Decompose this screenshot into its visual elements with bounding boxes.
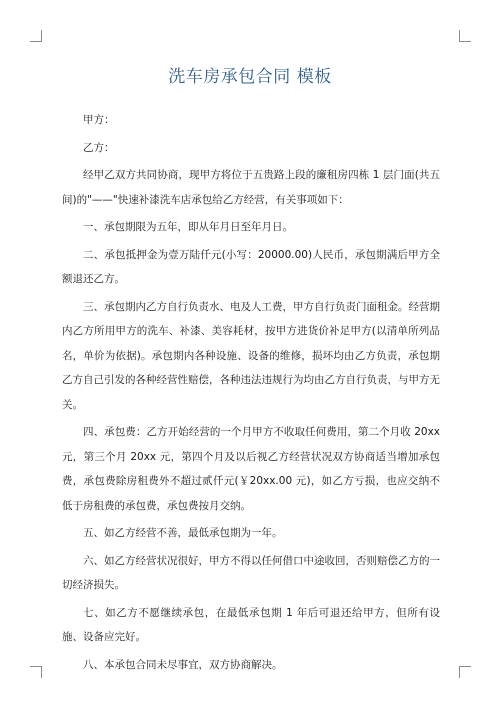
clause-3: 三、承包期内乙方自行负责水、电及人工费，甲方自行负责门面租金。经营期内乙方所用甲方的洗车、补漆、美容耗材，按甲方进货价补足甲方(以清单所列品名，单价为依据)。承包期内各种设施、设备的维修，损坏均由乙方负责，承包期乙方自己引发的各种经营性赔偿，各种违法违规行为均由乙方自行负责，与甲方无关。 <box>62 300 440 411</box>
document-body <box>62 108 440 680</box>
intro-paragraph: 经甲乙双方共同协商，现甲方将位于五贵路上段的廉租房四栋 1 层门面(共五间)的"——"快速补漆洗车店承包给乙方经营，有关事项如下： <box>62 169 440 206</box>
clause-4: 四、承包费：乙方开始经营的一个月甲方不收取任何费用，第二个月收 20xx 元，第三个月 20xx 元，第四个月及以后视乙方经营状况双方协商适当增加承包费，承包费除房租费外不超过贰仟元(￥20xx.00 元)，如乙方亏损，也应交纳不低于房租费的承包费，承包费按月交纳。 <box>62 426 440 512</box>
document-title: 洗车房承包合同 模板 <box>168 67 332 87</box>
clause-5: 五、如乙方经营不善，最低承包期为一年。 <box>83 527 283 539</box>
clause-8: 八、本承包合同未尽事宜，双方协商解决。 <box>83 658 283 671</box>
clause-7: 七、如乙方不愿继续承包，在最低承包期 1 年后可退还给甲方，但所有设施、设备应完好。 <box>62 606 440 643</box>
party-a-line: 甲方： <box>83 114 115 126</box>
clause-6: 六、如乙方经营状况很好，甲方不得以任何借口中途收回，否则赔偿乙方的一切经济损失。 <box>62 554 440 591</box>
party-b-line: 乙方： <box>83 141 115 154</box>
clause-1: 一、承包期限为五年，即从年月日至年月日。 <box>83 221 293 233</box>
crop-mark-bottom-right <box>459 666 471 678</box>
crop-mark-top-left <box>30 30 42 42</box>
crop-mark-top-right <box>459 30 471 42</box>
crop-mark-bottom-left <box>30 666 42 678</box>
clause-2: 二、承包抵押金为壹万陆仟元(小写：20000.00)人民币，承包期满后甲方全额退还乙方。 <box>62 248 440 285</box>
